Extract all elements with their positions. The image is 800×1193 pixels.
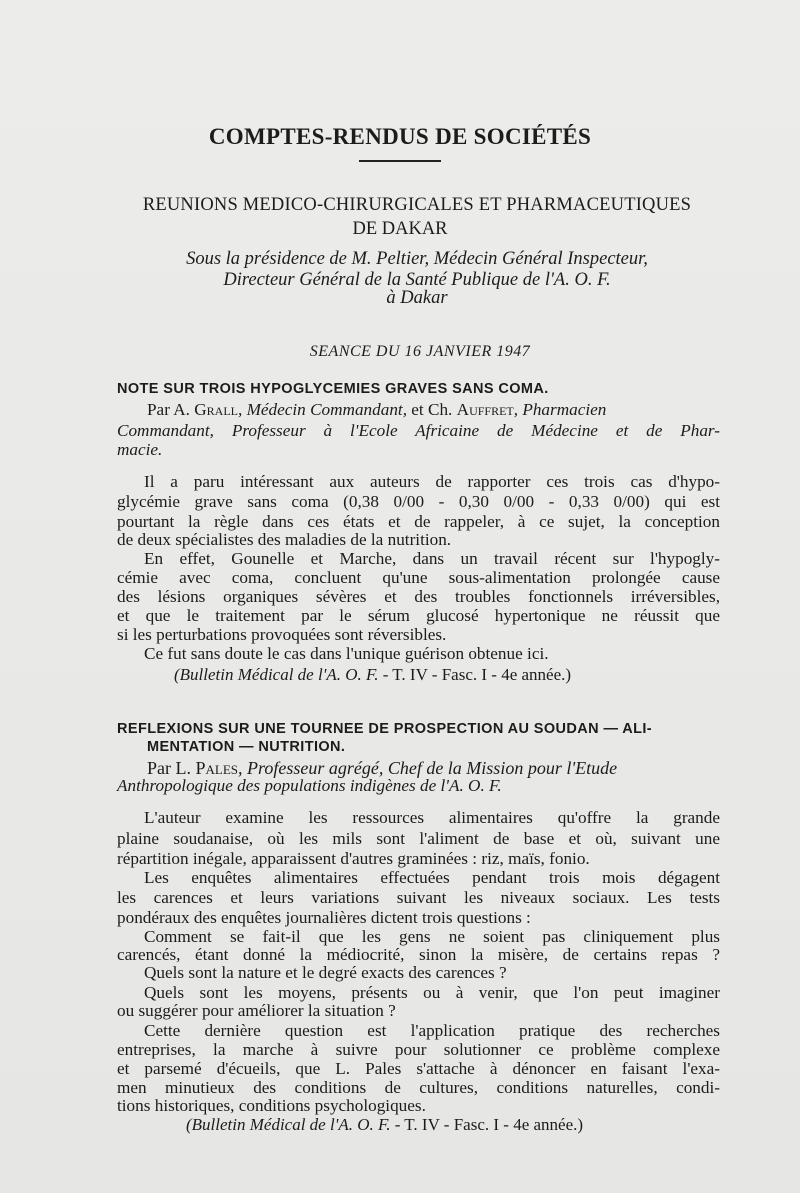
text-line: Cette dernière question est l'application pratique des recherches [144,1021,720,1040]
citation [186,1115,583,1135]
text-line: répartition inégale, apparaissent d'autres graminées : riz, maïs, fonio. [117,849,590,868]
text-line: L'auteur examine les ressources alimentaires qu'offre la grande [144,808,720,827]
text-line: Quels sont la nature et le degré exacts des carences ? [144,963,507,982]
text-line: et que le traitement par le sérum glucosé hypertonique ne réussit que [117,606,720,625]
text-line: entreprises, la marche à suivre pour solutionner ce problème complexe [117,1040,720,1059]
text-line: des lésions organiques sévères et des troubles fonctionnels irréversibles, [117,587,720,606]
section-heading-line1: REUNIONS MEDICO-CHIRURGICALES ET PHARMACEUTIQUES [142,195,692,215]
text-line: glycémie grave sans coma (0,38 0/00 - 0,30 0/00 - 0,33 0/00) qui est [117,492,720,511]
text-line: pondéraux des enquêtes journalières dictent trois questions : [117,908,531,927]
byline-par: Par L. [147,758,191,778]
text-line: et parsemé d'écueils, que L. Pales s'attache à dénoncer en faisant l'exa- [117,1059,720,1078]
text-line: pourtant la règle dans ces états et de rappeler, à ce sujet, la conception [117,512,720,531]
citation [174,665,571,685]
citation-ref: - T. IV - Fasc. I - 4e année.) [378,665,572,684]
article1-byline [147,400,720,420]
article2-byline [147,758,720,778]
author-name: Pales [195,758,239,778]
presidence-line: à Dakar [386,288,448,308]
byline-and: et Ch. [411,400,453,419]
text-line: Il a paru intéressant aux auteurs de rapporter ces trois cas d'hypo- [144,472,720,491]
title-rule [359,160,441,162]
author-name: Grall [194,400,239,419]
text-line: de deux spécialistes des maladies de la nutrition. [117,530,452,549]
text-line: plaine soudanaise, où les mils sont l'aliment de base et où, suivant une [117,829,720,848]
article2-byline-cont: Anthropologique des populations indigènes de l'A. O. F. [117,776,502,795]
text-line: Ce fut sans doute le cas dans l'unique guérison obtenue ici. [144,644,549,663]
section-heading-line2: DE DAKAR [352,219,448,239]
author-name: Auffret [456,400,514,419]
text-line: Comment se fait-il que les gens ne soient pas cliniquement plus [144,927,720,946]
presidence-line: Directeur Général de la Santé Publique de l'A. O. F. [223,270,611,290]
text-line: si les perturbations provoquées sont réversibles. [117,625,447,644]
text-line: Les enquêtes alimentaires effectuées pendant trois mois dégagent [144,868,720,887]
article1-byline-cont: macie. [117,440,163,459]
citation-ref: - T. IV - Fasc. I - 4e année.) [390,1115,584,1134]
citation-source: (Bulletin Médical de l'A. O. F. [186,1115,391,1134]
author-role: , Pharmacien [513,400,607,419]
text-line: men minutieux des conditions de cultures, conditions naturelles, condi- [117,1078,720,1097]
text-line: tions historiques, conditions psychologiques. [117,1096,426,1115]
article1-heading: NOTE SUR TROIS HYPOGLYCEMIES GRAVES SANS COMA. [117,381,549,397]
text-line: ou suggérer pour améliorer la situation ? [117,1001,396,1020]
citation-source: (Bulletin Médical de l'A. O. F. [174,665,379,684]
text-line: les carences et leurs variations suivant les niveaux sociaux. Les tests [117,888,720,907]
text-line: cémie avec coma, concluent qu'une sous-alimentation prolongée cause [117,568,720,587]
article1-byline-cont: Commandant, Professeur à l'Ecole Africaine de Médecine et de Phar- [117,421,720,440]
author-role: , Médecin Commandant, [238,400,407,419]
presidence-line: Sous la présidence de M. Peltier, Médecin Général Inspecteur, [186,249,648,269]
page-title: COMPTES-RENDUS DE SOCIÉTÉS [208,124,592,149]
text-line: En effet, Gounelle et Marche, dans un travail récent sur l'hypogly- [144,549,720,568]
text-line: carencés, étant donné la médiocrité, sinon la misère, de certains repas ? [117,945,720,964]
article2-heading: REFLEXIONS SUR UNE TOURNEE DE PROSPECTION AU SOUDAN — ALI- [117,721,653,737]
byline-par: Par A. [147,400,190,419]
text-line: Quels sont les moyens, présents ou à venir, que l'on peut imaginer [144,983,720,1002]
author-role: , Professeur agrégé, Chef de la Mission pour l'Etude [238,758,618,778]
seance-date: SEANCE DU 16 JANVIER 1947 [309,343,531,360]
article2-heading: MENTATION — NUTRITION. [147,739,346,755]
